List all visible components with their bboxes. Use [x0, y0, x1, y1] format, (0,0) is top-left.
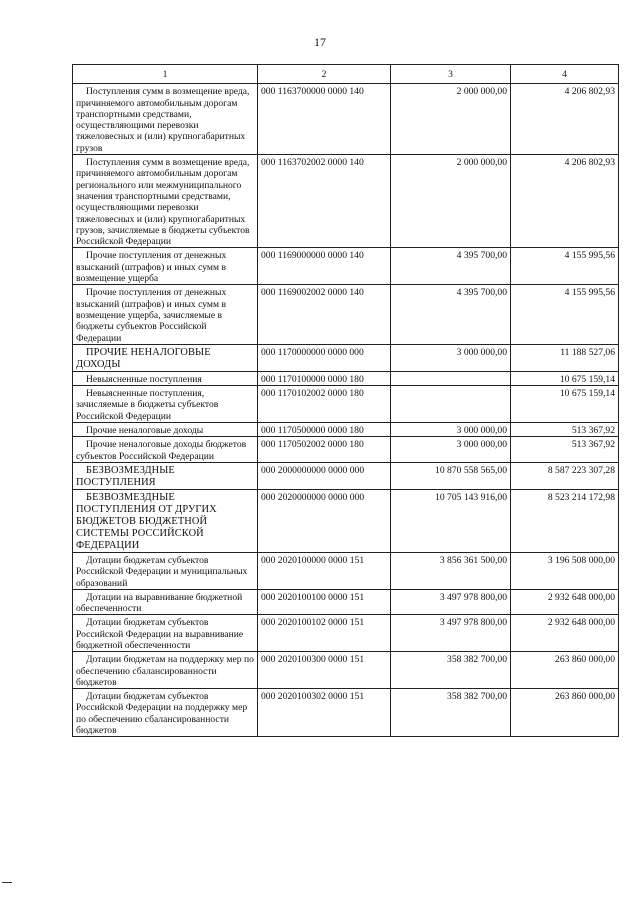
table-row	[73, 462, 619, 489]
row-code-cell: 000 2020100300 0000 151	[258, 652, 391, 689]
row-code-cell: 000 2020100102 0000 151	[258, 615, 391, 652]
row-actual-cell: 2 932 648 000,00	[511, 615, 619, 652]
row-actual-cell: 4 155 995,56	[511, 285, 619, 344]
row-code-cell: 000 2020100000 0000 151	[258, 552, 391, 589]
row-actual-cell: 4 206 802,93	[511, 84, 619, 155]
table-row	[73, 437, 619, 463]
row-name-cell: Дотации бюджетам субъектов Российской Федерации на выравнивание бюджетной обеспеченности	[73, 615, 258, 652]
page-number: 17	[314, 35, 326, 49]
row-name-cell: Прочие поступления от денежных взысканий (штрафов) и иных сумм в возмещение ущерба	[73, 248, 258, 285]
table-row	[73, 589, 619, 615]
table-row	[73, 489, 619, 552]
row-actual-cell: 513 367,92	[511, 423, 619, 437]
row-actual-cell: 4 155 995,56	[511, 248, 619, 285]
table-row	[73, 344, 619, 371]
row-actual-cell: 11 188 527,06	[511, 344, 619, 371]
table-row	[73, 386, 619, 423]
row-plan-cell	[391, 386, 511, 423]
table-row	[73, 423, 619, 437]
row-code-cell: 000 2000000000 0000 000	[258, 462, 391, 489]
revenue-table	[72, 64, 619, 737]
row-plan-cell: 2 000 000,00	[391, 155, 511, 248]
row-actual-cell: 10 675 159,14	[511, 371, 619, 385]
row-actual-cell: 10 675 159,14	[511, 386, 619, 423]
row-plan-cell: 3 000 000,00	[391, 423, 511, 437]
row-name-cell: Поступления сумм в возмещение вреда, причиняемого автомобильным дорогам транспортными средствами, осуществляющими перевозки тяжеловесных и (или) крупногабаритных грузов	[73, 84, 258, 155]
row-plan-cell: 358 382 700,00	[391, 652, 511, 689]
row-plan-cell: 10 870 558 565,00	[391, 462, 511, 489]
row-plan-cell: 4 395 700,00	[391, 285, 511, 344]
row-code-cell: 000 2020100302 0000 151	[258, 689, 391, 737]
row-plan-cell: 3 856 361 500,00	[391, 552, 511, 589]
row-name-cell: Невыясненные поступления, зачисляемые в бюджеты субъектов Российской Федерации	[73, 386, 258, 423]
column-header: 1	[73, 65, 258, 84]
row-actual-cell: 3 196 508 000,00	[511, 552, 619, 589]
table-row	[73, 552, 619, 589]
row-name-cell: Прочие поступления от денежных взысканий (штрафов) и иных сумм в возмещение ущерба, зачисляемые в бюджеты субъектов Российской Федерации	[73, 285, 258, 344]
table-row	[73, 248, 619, 285]
row-code-cell: 000 1170100000 0000 180	[258, 371, 391, 385]
row-code-cell: 000 1163700000 0000 140	[258, 84, 391, 155]
row-name-cell: Дотации бюджетам на поддержку мер по обеспечению сбалансированности бюджетов	[73, 652, 258, 689]
row-code-cell: 000 1170500000 0000 180	[258, 423, 391, 437]
row-name-cell: Прочие неналоговые доходы	[73, 423, 258, 437]
row-name-cell: Невыясненные поступления	[73, 371, 258, 385]
table-body	[73, 84, 619, 737]
table-row	[73, 285, 619, 344]
scan-mark	[2, 882, 12, 883]
row-name-cell: Дотации на выравнивание бюджетной обеспеченности	[73, 589, 258, 615]
row-code-cell: 000 1169000000 0000 140	[258, 248, 391, 285]
table-row	[73, 84, 619, 155]
table-row	[73, 689, 619, 737]
row-code-cell: 000 2020100100 0000 151	[258, 589, 391, 615]
row-code-cell: 000 1170502002 0000 180	[258, 437, 391, 463]
row-name-cell: Поступления сумм в возмещение вреда, причиняемого автомобильным дорогам регионального или межмуниципального значения транспортными средствами, осуществляющими перевозки тяжеловесных и (или) крупногабаритных грузов, зачисляемые в бюджеты субъектов Российской Федерации	[73, 155, 258, 248]
row-actual-cell: 8 523 214 172,98	[511, 489, 619, 552]
row-code-cell: 000 2020000000 0000 000	[258, 489, 391, 552]
row-plan-cell: 4 395 700,00	[391, 248, 511, 285]
row-name-cell: БЕЗВОЗМЕЗДНЫЕ ПОСТУПЛЕНИЯ	[73, 462, 258, 489]
row-actual-cell: 263 860 000,00	[511, 652, 619, 689]
row-plan-cell: 2 000 000,00	[391, 84, 511, 155]
row-actual-cell: 513 367,92	[511, 437, 619, 463]
row-plan-cell: 10 705 143 916,00	[391, 489, 511, 552]
row-plan-cell	[391, 371, 511, 385]
row-name-cell: ПРОЧИЕ НЕНАЛОГОВЫЕ ДОХОДЫ	[73, 344, 258, 371]
row-name-cell: Дотации бюджетам субъектов Российской Федерации и муниципальных образований	[73, 552, 258, 589]
row-code-cell: 000 1169002002 0000 140	[258, 285, 391, 344]
row-code-cell: 000 1170000000 0000 000	[258, 344, 391, 371]
row-name-cell: Прочие неналоговые доходы бюджетов субъектов Российской Федерации	[73, 437, 258, 463]
table-row	[73, 155, 619, 248]
row-plan-cell: 358 382 700,00	[391, 689, 511, 737]
row-plan-cell: 3 497 978 800,00	[391, 589, 511, 615]
row-actual-cell: 263 860 000,00	[511, 689, 619, 737]
table-row	[73, 652, 619, 689]
table-header-row	[73, 65, 619, 84]
table-row	[73, 615, 619, 652]
row-actual-cell: 4 206 802,93	[511, 155, 619, 248]
row-plan-cell: 3 000 000,00	[391, 437, 511, 463]
row-actual-cell: 8 587 223 307,28	[511, 462, 619, 489]
row-code-cell: 000 1170102002 0000 180	[258, 386, 391, 423]
row-name-cell: БЕЗВОЗМЕЗДНЫЕ ПОСТУПЛЕНИЯ ОТ ДРУГИХ БЮДЖЕТОВ БЮДЖЕТНОЙ СИСТЕМЫ РОССИЙСКОЙ ФЕДЕРАЦИИ	[73, 489, 258, 552]
row-plan-cell: 3 000 000,00	[391, 344, 511, 371]
column-header: 3	[391, 65, 511, 84]
column-header: 4	[511, 65, 619, 84]
row-name-cell: Дотации бюджетам субъектов Российской Федерации на поддержку мер по обеспечению сбалансированности бюджетов	[73, 689, 258, 737]
row-code-cell: 000 1163702002 0000 140	[258, 155, 391, 248]
row-actual-cell: 2 932 648 000,00	[511, 589, 619, 615]
table-row	[73, 371, 619, 385]
column-header: 2	[258, 65, 391, 84]
row-plan-cell: 3 497 978 800,00	[391, 615, 511, 652]
